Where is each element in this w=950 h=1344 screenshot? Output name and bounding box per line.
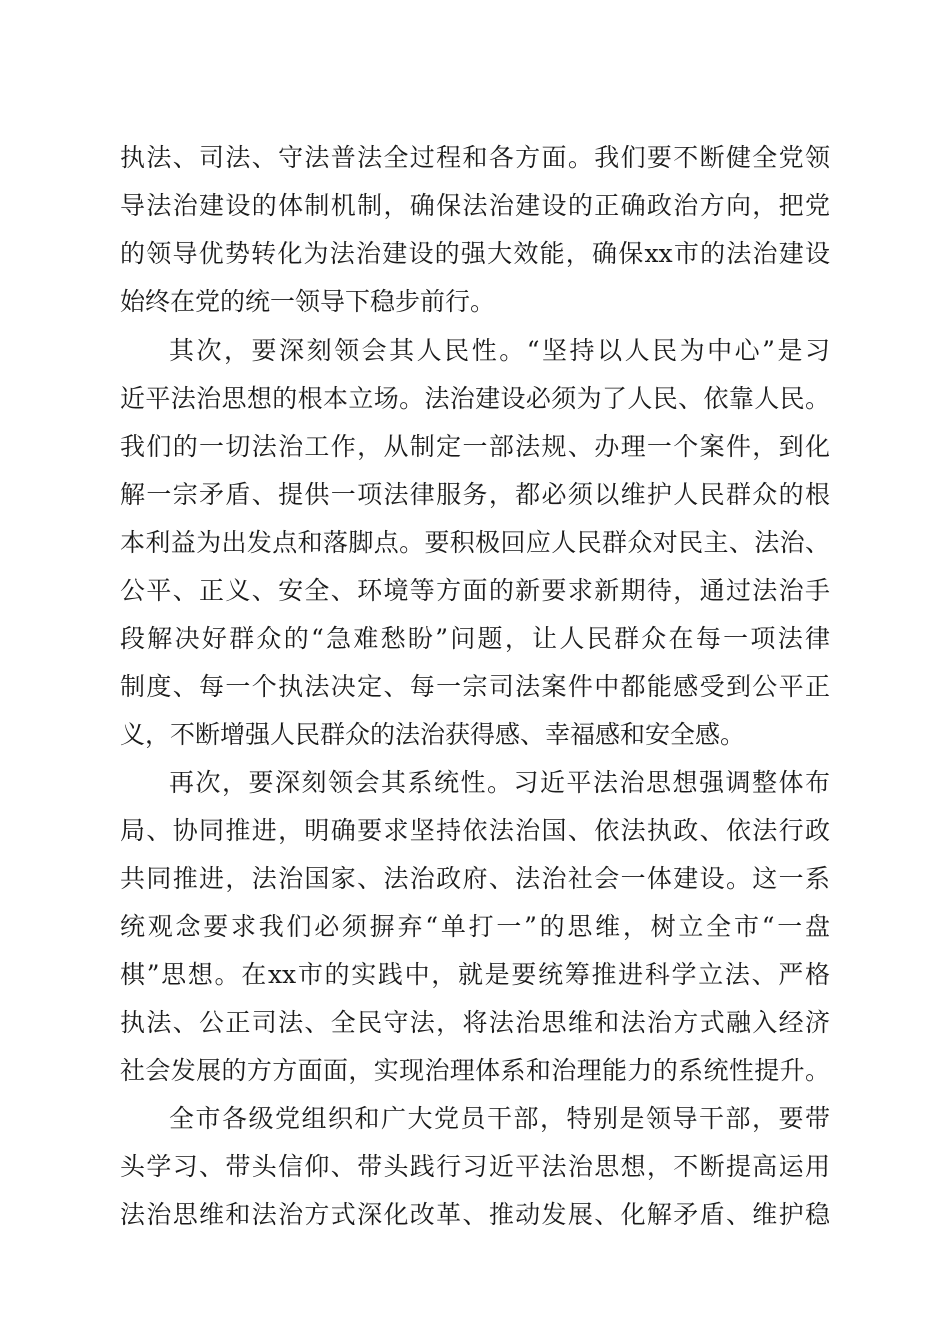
text-line-9: 本利益为出发点和落脚点。要积极回应人民群众对民主、法治、 [120, 528, 830, 557]
text-line-11: 段解决好群众的“急难愁盼”问题，让人民群众在每一项法律 [120, 624, 830, 653]
text-line-20: 社会发展的方方面面，实现治理体系和治理能力的系统性提升。 [120, 1056, 830, 1085]
text-line-15: 局、协同推进，明确要求坚持依法治国、依法执政、依法行政 [120, 816, 830, 845]
text-line-1: 执法、司法、守法普法全过程和各方面。我们要不断健全党领 [120, 143, 830, 172]
paragraph-4-first-line: 全市各级党组织和广大党员干部，特别是领导干部，要带 [169, 1104, 830, 1133]
paragraph-3-first-line: 再次，要深刻领会其系统性。习近平法治思想强调整体布 [169, 768, 830, 797]
text-line-19: 执法、公正司法、全民守法，将法治思维和法治方式融入经济 [120, 1008, 830, 1037]
text-line-10: 公平、正义、安全、环境等方面的新要求新期待，通过法治手 [120, 576, 830, 605]
text-line-22: 头学习、带头信仰、带头践行习近平法治思想，不断提高运用 [120, 1152, 830, 1181]
text-line-8: 解一宗矛盾、提供一项法律服务，都必须以维护人民群众的根 [120, 480, 830, 509]
text-line-23: 法治思维和法治方式深化改革、推动发展、化解矛盾、维护稳 [120, 1200, 830, 1229]
text-line-2: 导法治建设的体制机制，确保法治建设的正确政治方向，把党 [120, 191, 830, 220]
text-line-7: 我们的一切法治工作，从制定一部法规、办理一个案件，到化 [120, 432, 830, 461]
paragraph-2-first-line: 其次，要深刻领会其人民性。“坚持以人民为中心”是习 [169, 336, 830, 365]
text-line-4: 始终在党的统一领导下稳步前行。 [120, 287, 496, 316]
text-line-6: 近平法治思想的根本立场。法治建设必须为了人民、依靠人民。 [120, 384, 830, 413]
text-line-13: 义，不断增强人民群众的法治获得感、幸福感和安全感。 [120, 720, 746, 749]
text-line-16: 共同推进，法治国家、法治政府、法治社会一体建设。这一系 [120, 864, 830, 893]
text-line-3: 的领导优势转化为法治建设的强大效能，确保xx市的法治建设 [120, 239, 830, 268]
text-line-17: 统观念要求我们必须摒弃“单打一”的思维，树立全市“一盘 [120, 912, 830, 941]
text-line-18: 棋”思想。在xx市的实践中，就是要统筹推进科学立法、严格 [120, 960, 830, 989]
text-line-12: 制度、每一个执法决定、每一宗司法案件中都能感受到公平正 [120, 672, 830, 701]
